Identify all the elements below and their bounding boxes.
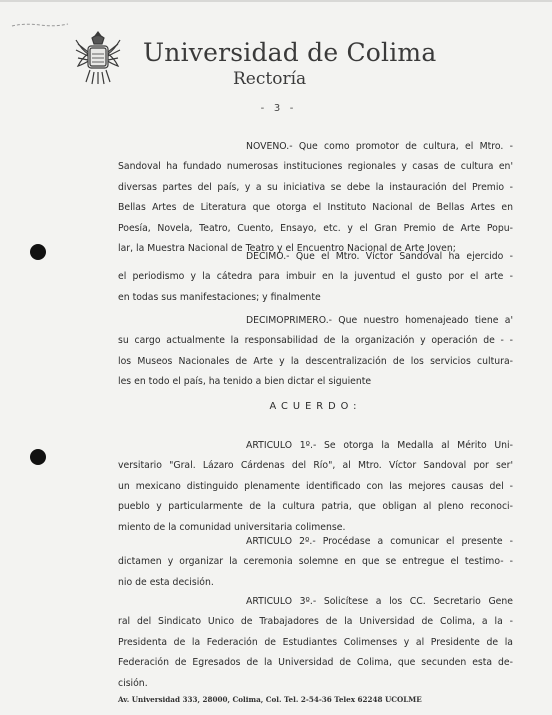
paragraph-articulo-3: [118, 592, 513, 694]
text-line: DECIMO.- Que el Mtro. Víctor Sandoval ha ejercido -: [246, 251, 513, 262]
text-line: ARTICULO 2º.- Procédase a comunicar el presente -: [246, 536, 513, 547]
text-line: nio de esta decisión.: [118, 576, 214, 588]
scan-edge: [0, 0, 552, 2]
text-line: Sandoval ha fundado numerosas instituciones regionales y casas de cultura en': [118, 161, 513, 173]
text-line: dictamen y organizar la ceremonia solemne en que se entregue el testimo- -: [118, 556, 513, 568]
pen-mark: [10, 22, 70, 28]
text-line: un mexicano distinguido plenamente identificado con las mejores causas del -: [118, 480, 513, 492]
footer-address: Av. Universidad 333, 28000, Colima, Col. Tel. 2-54-36 Telex 62248 UCOLME: [118, 695, 422, 704]
institution-subtitle: Rectoría: [233, 69, 307, 89]
text-line: Bellas Artes de Literatura que otorga el Instituto Nacional de Bellas Artes en: [118, 202, 513, 214]
university-crest-eagle-icon: [70, 28, 126, 88]
paragraph-decimoprimero: [118, 311, 513, 393]
text-line: les en todo el país, ha tenido a bien dictar el siguiente: [118, 376, 372, 388]
text-line: cisión.: [118, 677, 148, 689]
text-line: miento de la comunidad universitaria colimense.: [118, 521, 346, 533]
section-heading-acuerdo: ACUERDO:: [269, 401, 362, 412]
paragraph-decimo: [118, 247, 513, 308]
text-line: DECIMOPRIMERO.- Que nuestro homenajeado tiene a': [246, 315, 513, 326]
paragraph-articulo-1: [118, 436, 513, 538]
text-line: en todas sus manifestaciones; y finalmente: [118, 291, 321, 303]
paragraph-articulo-2: [118, 532, 513, 593]
text-line: versitario "Gral. Lázaro Cárdenas del Río", al Mtro. Víctor Sandoval por ser': [118, 460, 513, 472]
text-line: su cargo actualmente la responsabilidad de la organización y operación de - -: [118, 335, 513, 347]
institution-title: Universidad de Colima: [143, 38, 437, 67]
text-line: ral del Sindicato Unico de Trabajadores de la Universidad de Colima, a la -: [118, 616, 513, 628]
text-line: ARTICULO 1º.- Se otorga la Medalla al Mérito Uni-: [246, 440, 513, 451]
punch-hole-bottom: [30, 449, 46, 465]
text-line: Presidenta de la Federación de Estudiantes Colimenses y al Presidente de la: [118, 636, 513, 648]
text-line: Poesía, Novela, Teatro, Cuento, Ensayo, etc. y el Gran Premio de Arte Popu-: [118, 222, 513, 234]
page-number: - 3 -: [260, 103, 294, 114]
text-line: los Museos Nacionales de Arte y la descentralización de los servicios cultura-: [118, 355, 513, 367]
paragraph-noveno: [118, 137, 513, 259]
text-line: ARTICULO 3º.- Solicítese a los CC. Secretario Gene: [246, 596, 513, 607]
text-line: pueblo y particularmente de la cultura patria, que obligan al pleno reconoci-: [118, 501, 513, 513]
text-line: el periodismo y la cátedra para imbuir en la juventud el gusto por el arte -: [118, 271, 513, 283]
text-line: Federación de Egresados de la Universidad de Colima, que secunden esta de-: [118, 657, 513, 669]
text-line: diversas partes del país, y a su iniciativa se debe la instauración del Premio -: [118, 181, 513, 193]
text-line: NOVENO.- Que como promotor de cultura, el Mtro. -: [246, 141, 513, 152]
punch-hole-top: [30, 244, 46, 260]
text-line: lar, la Muestra Nacional de Teatro y el Encuentro Nacional de Arte Joven;: [118, 243, 456, 255]
